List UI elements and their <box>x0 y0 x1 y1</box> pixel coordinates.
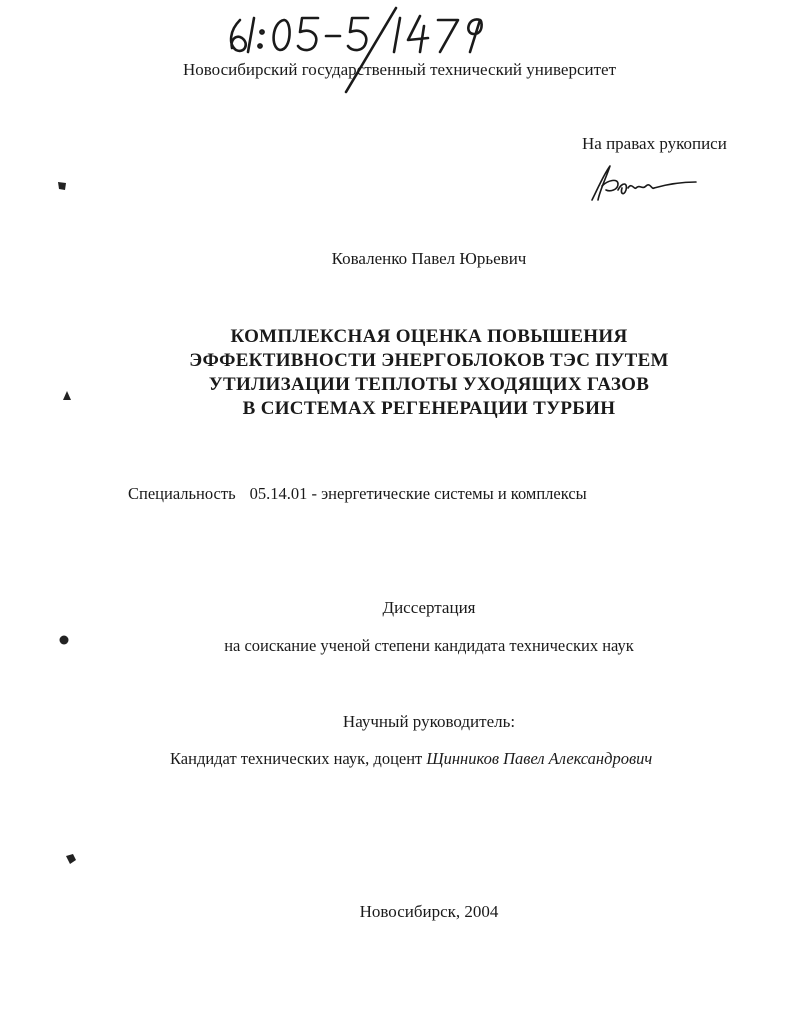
specialty-label: Специальность <box>128 484 236 503</box>
supervisor-label: Научный руководитель: <box>342 712 516 731</box>
dissertation-type: Диссертация <box>382 598 476 617</box>
archive-stamp <box>222 4 492 96</box>
university-name: Новосибирский государственный технический университет <box>182 60 616 79</box>
author-signature <box>588 160 698 206</box>
binding-hole-mark <box>62 390 72 402</box>
specialty-line <box>128 484 587 504</box>
supervisor-degree: Кандидат технических наук, доцент <box>170 749 423 768</box>
city-year: Новосибирск, 2004 <box>359 902 499 921</box>
specialty-code: 05.14.01 - энергетические системы и комплексы <box>249 484 587 503</box>
author-name: Коваленко Павел Юрьевич <box>331 249 527 268</box>
supervisor-name: Щинников Павел Александрович <box>426 749 653 768</box>
title-line: КОМПЛЕКСНАЯ ОЦЕНКА ПОВЫШЕНИЯ <box>230 326 628 347</box>
title-line: ЭФФЕКТИВНОСТИ ЭНЕРГОБЛОКОВ ТЭС ПУТЕМ <box>189 350 669 371</box>
title-line: В СИСТЕМАХ РЕГЕНЕРАЦИИ ТУРБИН <box>242 398 616 419</box>
dissertation-purpose: на соискание ученой степени кандидата технических наук <box>224 636 634 655</box>
binding-hole-mark <box>64 852 78 866</box>
rights-notice: На правах рукописи <box>582 134 727 153</box>
dissertation-title <box>0 325 799 421</box>
signature-scribble <box>588 160 698 206</box>
title-line: УТИЛИЗАЦИИ ТЕПЛОТЫ УХОДЯЩИХ ГАЗОВ <box>208 374 650 395</box>
archive-stamp-drawing <box>222 4 492 96</box>
supervisor-line <box>170 749 652 769</box>
binding-hole-mark <box>58 634 70 646</box>
binding-hole-mark <box>56 180 68 192</box>
